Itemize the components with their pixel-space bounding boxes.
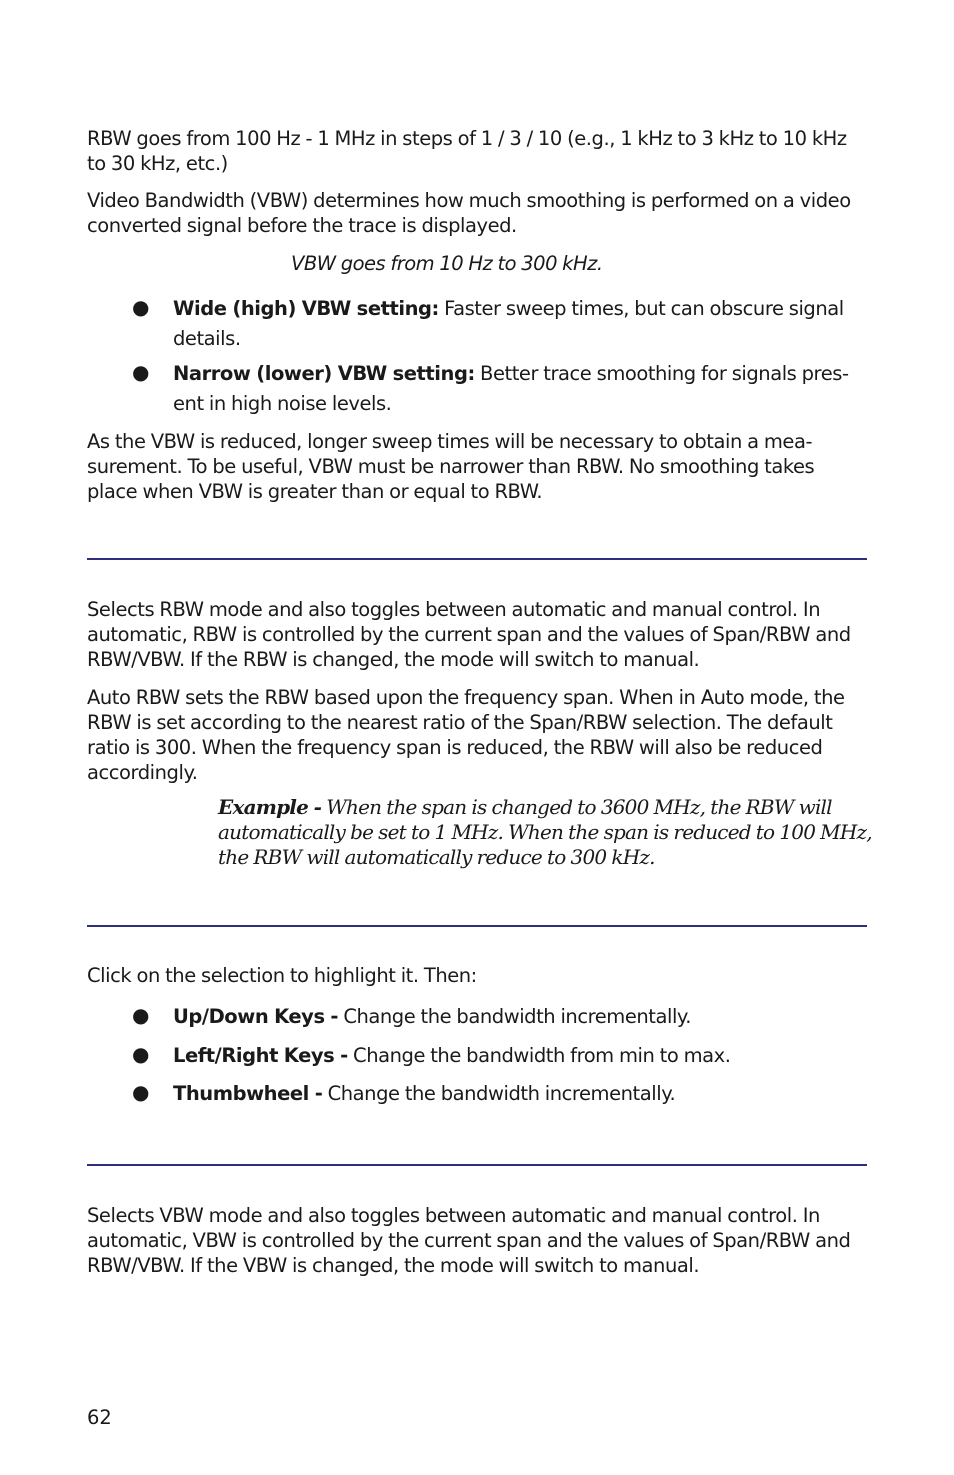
auto-rbw-paragraph: Auto RBW sets the RBW based upon the frequency span. When in Auto mode, the RBW is set according to the nearest ratio of the Span/RBW selection. The default ratio is 300. When the frequency span is reduced, the RBW will also be reduced accordingly. [87, 686, 845, 784]
example-text: When the span is changed to 3600 MHz, the RBW will automatically be set to 1 MHz. When the span is reduced to 100 MHz, the RBW will automatically reduce to 300 kHz. [218, 795, 872, 869]
bullet-body: Change the bandwidth incrementally. [322, 1082, 676, 1105]
bullet-label: Left/Right Keys - [173, 1044, 348, 1067]
bullet-dot-icon: ● [132, 360, 150, 384]
bullet-body: Faster sweep times, but can obscure signal details. [173, 297, 844, 350]
bullet-text [173, 359, 863, 419]
section-divider [87, 558, 867, 560]
bullet-dot-icon: ● [132, 1080, 150, 1104]
rbw-range-paragraph: RBW goes from 100 Hz - 1 MHz in steps of 1 / 3 / 10 (e.g., 1 kHz to 3 kHz to 10 kHz to 30 kHz, etc.) [87, 127, 847, 175]
vbw-mode-paragraph: Selects VBW mode and also toggles between automatic and manual control. In automatic, VBW is controlled by the current span and the values of Span/RBW and RBW/VBW. If the VBW is changed, the mode will switch to manual. [87, 1204, 851, 1277]
vbw-range-note: VBW goes from 10 Hz to 300 kHz. [291, 252, 603, 275]
bullet-text [173, 1041, 863, 1071]
bullet-body: Change the bandwidth from min to max. [347, 1044, 731, 1067]
section-divider [87, 1164, 867, 1166]
bullet-dot-icon: ● [132, 1003, 150, 1027]
bullet-dot-icon: ● [132, 295, 150, 319]
controls-instruction: Click on the selection to highlight it. Then: [87, 964, 477, 987]
bullet-label: Narrow (lower) VBW setting: [173, 362, 475, 385]
rbw-example [218, 795, 878, 870]
bullet-label: Thumbwheel - [173, 1082, 323, 1105]
bullet-label: Up/Down Keys - [173, 1005, 339, 1028]
bullet-text [173, 1079, 863, 1109]
vbw-definition-paragraph: Video Bandwidth (VBW) determines how much smoothing is performed on a video converted signal before the trace is displayed. [87, 189, 851, 237]
rbw-mode-paragraph: Selects RBW mode and also toggles between automatic and manual control. In automatic, RBW is controlled by the current span and the values of Span/RBW and RBW/VBW. If the RBW is changed, the mode will switch to manual. [87, 598, 851, 671]
example-lead: Example - [218, 795, 322, 819]
page-number: 62 [87, 1406, 112, 1429]
bullet-text [173, 1002, 863, 1032]
bullet-dot-icon: ● [132, 1042, 150, 1066]
bullet-text [173, 294, 863, 354]
section-divider [87, 925, 867, 927]
bullet-label: Wide (high) VBW setting: [173, 297, 439, 320]
vbw-note-paragraph: As the VBW is reduced, longer sweep times will be necessary to obtain a mea-surement. To be useful, VBW must be narrower than RBW. No smoothing takes place when VBW is greater than or equal to RBW. [87, 430, 815, 503]
bullet-body: Better trace smoothing for signals pres-ent in high noise levels. [173, 362, 849, 415]
bullet-body: Change the bandwidth incrementally. [338, 1005, 691, 1028]
